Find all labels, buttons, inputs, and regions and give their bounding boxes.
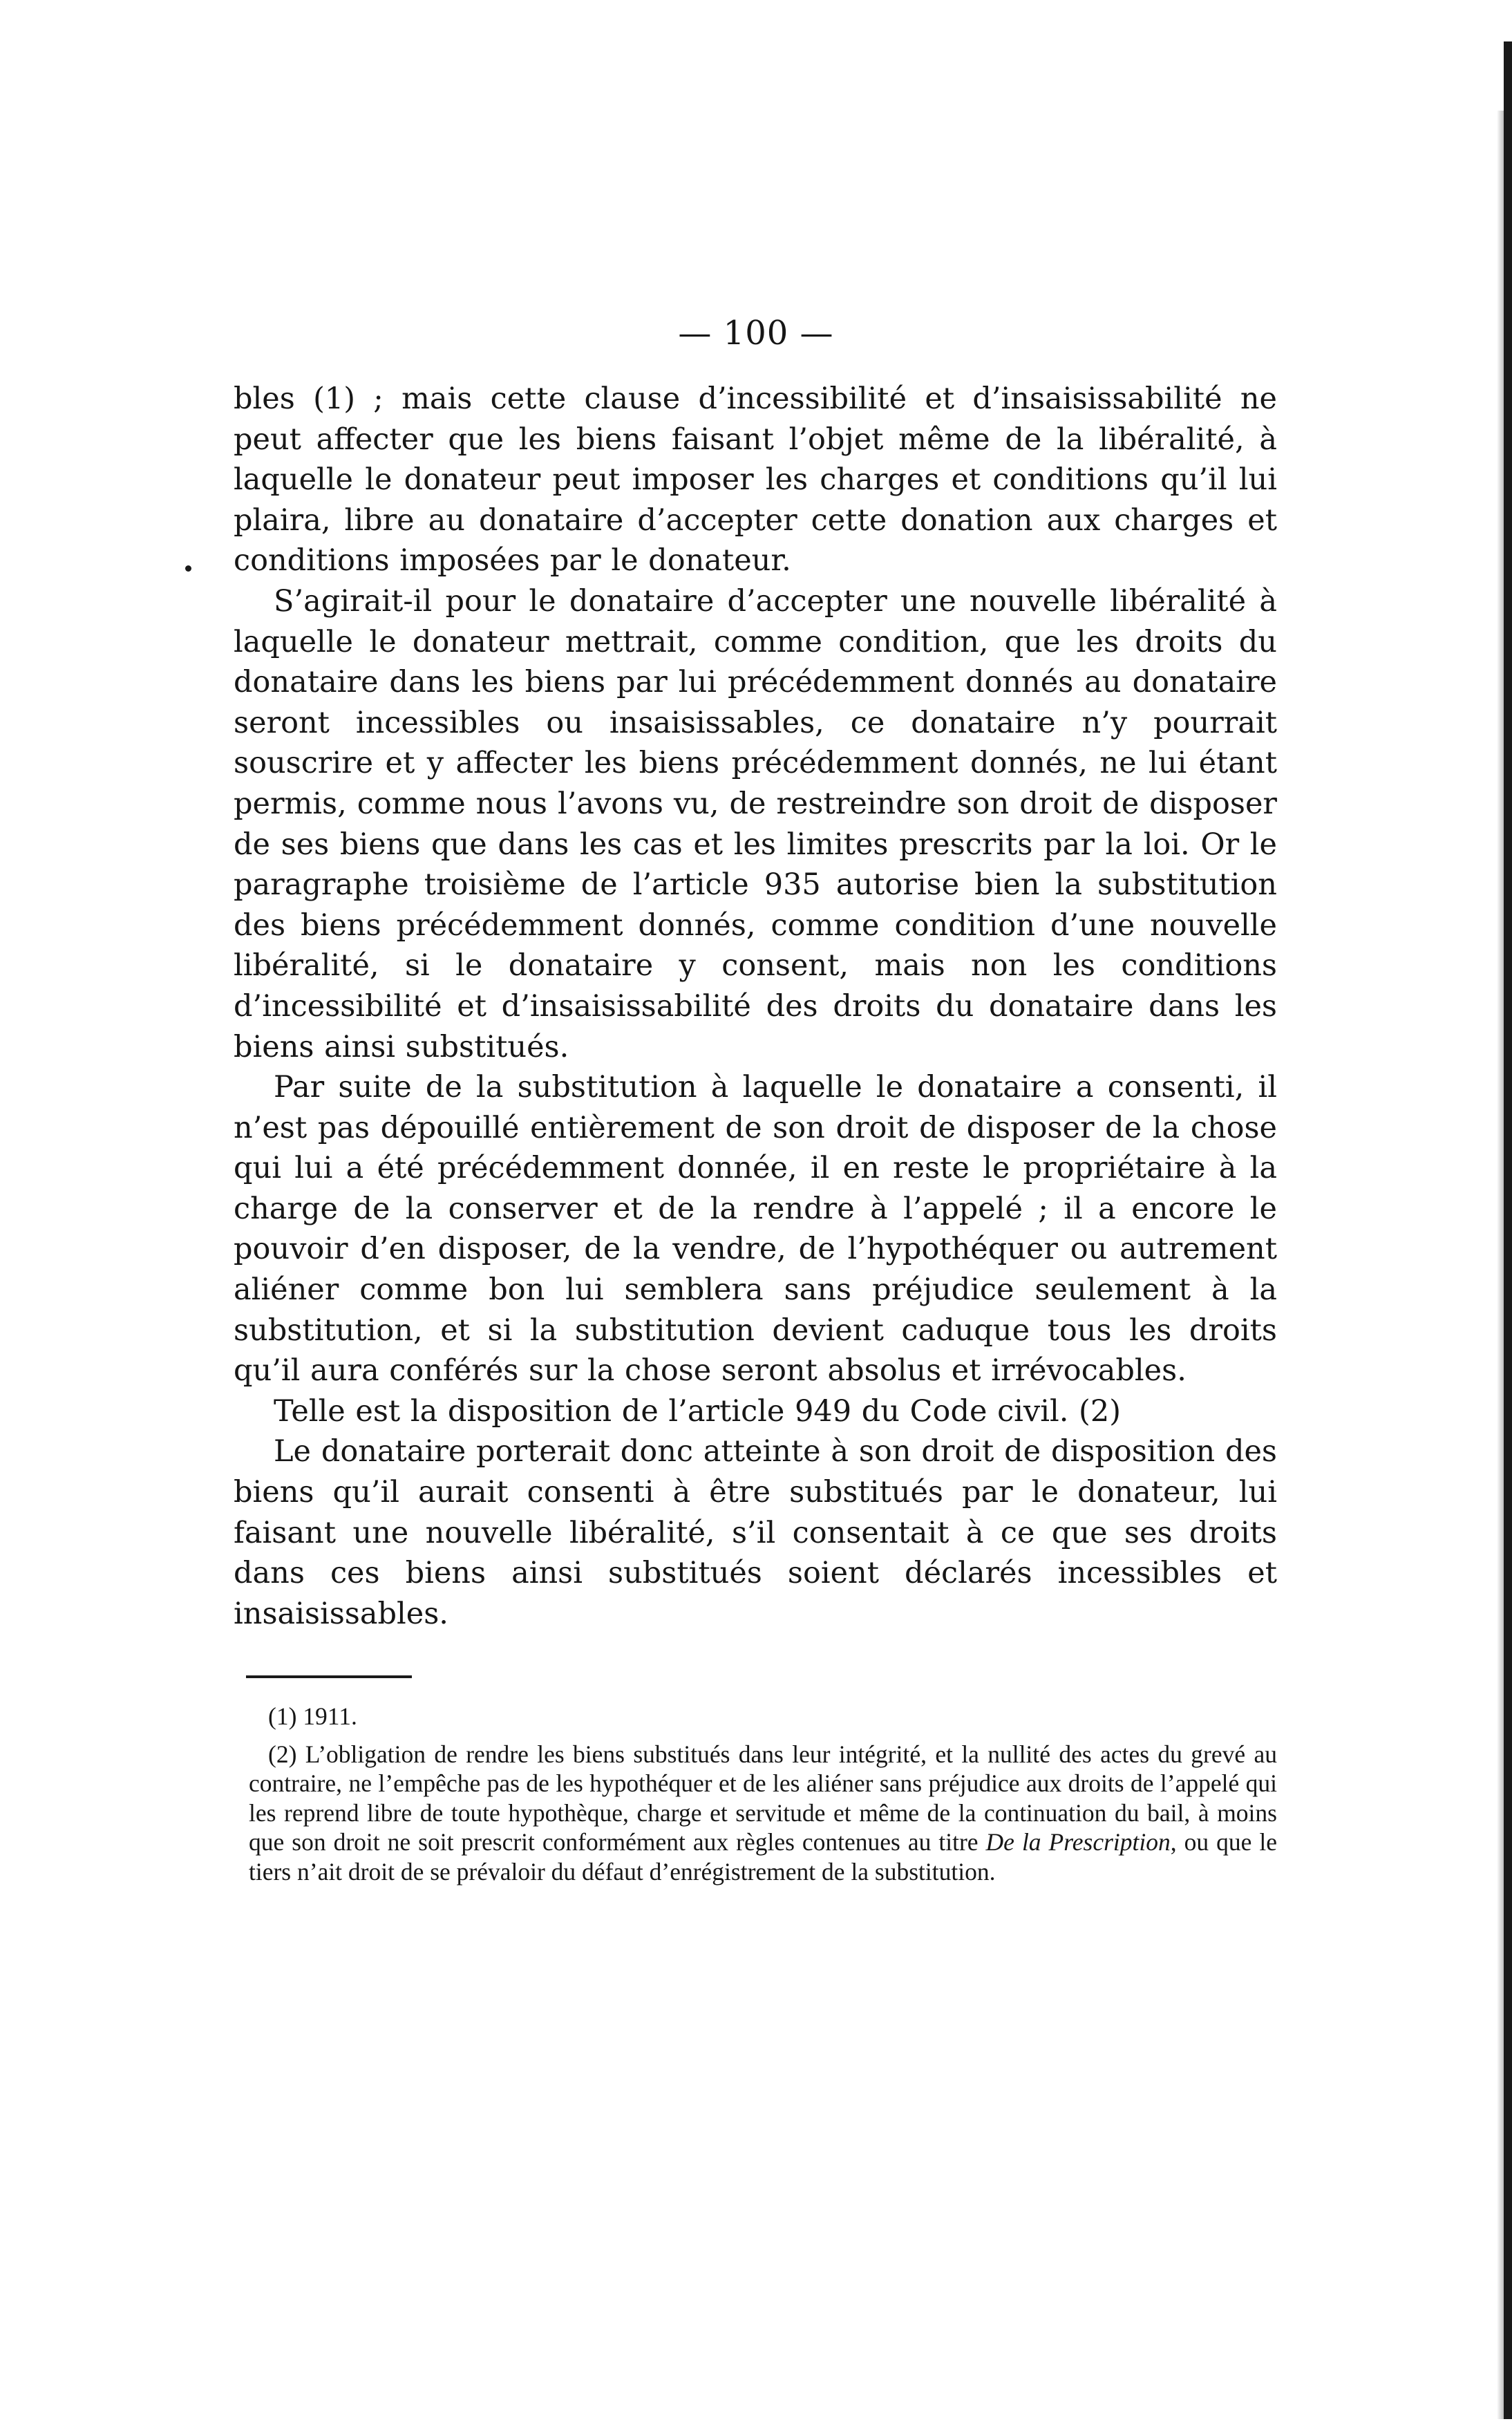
paragraph: Le donataire porterait donc atteinte à son droit de disposition des biens qu’il aurait consenti à être substitués par le donateur, lui faisant une nouvelle libéralité, s’il consentait à ce que ses droits dans ces biens ainsi substitués soient déclarés incessibles et insaisissables. (234, 1434, 1277, 1631)
paragraph: Telle est la disposition de l’article 949 du Code civil. (2) (274, 1393, 1121, 1429)
footnote-1: (1) 1911. (268, 1702, 357, 1730)
body-text (234, 379, 1277, 1634)
paragraph: bles (1) ; mais cette clause d’incessibilité et d’insaisissabilité ne peut affecter que les biens faisant l’objet même de la libéralité, à laquelle le donateur peut imposer les charges et conditions qu’il lui plaira, libre au donataire d’accepter cette donation aux charges et conditions imposées par le donateur. (234, 382, 1277, 579)
paragraph: S’agirait-il pour le donataire d’accepter une nouvelle libéralité à laquelle le donateur mettrait, comme condition, que les droits du donataire dans les biens par lui précédemment donnés au donataire seront incessibles ou insaisissables, ce donataire n’y pourrait souscrire et y affecter les biens précédemment donnés, ne lui étant permis, comme nous l’avons vu, de restreindre son droit de disposer de ses biens que dans les cas et les limites prescrits par la loi. Or le paragraphe troisième de l’article 935 autorise bien la substitution des biens précédemment donnés, comme condition d’une nouvelle libéralité, si le donataire y consent, mais non les conditions d’incessibilité et d’insaisissabilité des droits du donataire dans les biens ainsi substitués. (234, 583, 1277, 1064)
footnote-2-text-end: , ou que le tiers n’ait droit de se prévaloir du défaut d’enrégistrement de la substitution. (249, 1828, 1277, 1886)
footnote-separator (246, 1675, 412, 1678)
footnotes (249, 1702, 1277, 1886)
footnote-2-text: (2) L’obligation de rendre les biens substitués dans leur intégrité, et la nullité des actes du grevé au contraire, ne l’empêche pas de les hypothéquer et de les aliéner sans préjudice aux droits de l’appelé qui les reprend libre de toute hypothèque, charge et servitude et même de la continuation du bail, à moins que son droit ne soit prescrit conformément aux règles contenues au titre (249, 1740, 1277, 1856)
page-edge-shadow (1497, 111, 1504, 2419)
footnote-2 (249, 1740, 1277, 1887)
page-edge (1504, 41, 1512, 2419)
margin-mark (185, 565, 191, 572)
page-number: — 100 — (678, 314, 834, 352)
paragraph: Par suite de la substitution à laquelle le donataire a consenti, il n’est pas dépouillé entièrement de son droit de disposer de la chose qui lui a été précédemment donnée, il en reste le propriétaire à la charge de la conserver et de la rendre à l’appelé ; il a encore le pouvoir d’en disposer, de la vendre, de l’hypothéquer ou autrement aliéner comme bon lui semblera sans préjudice seulement à la substitution, et si la substitution devient caduque tous les droits qu’il aura conférés sur la chose seront absolus et irrévocables. (234, 1070, 1277, 1389)
footnote-2-title: De la Prescription (985, 1828, 1171, 1856)
